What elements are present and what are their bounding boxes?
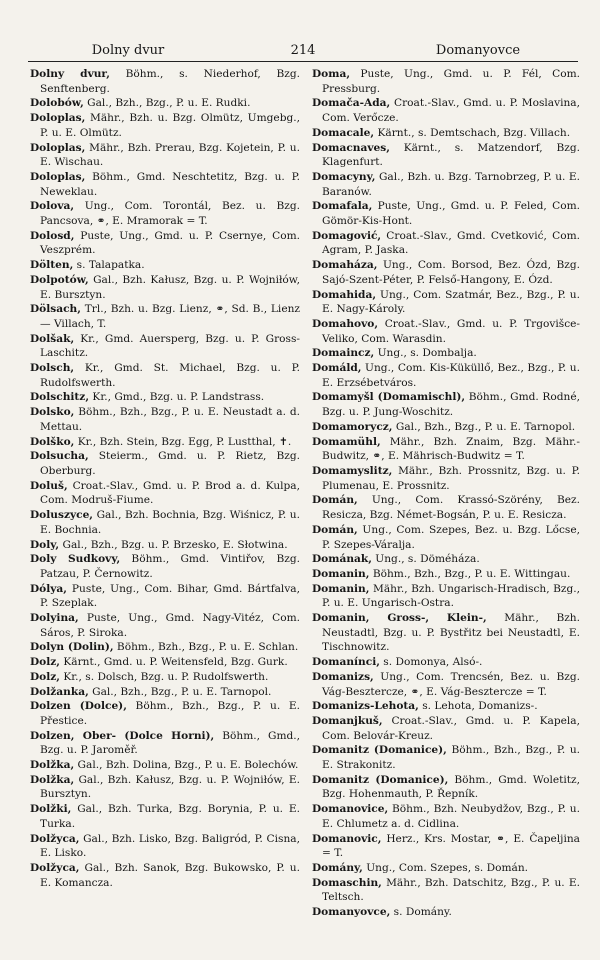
gazetteer-entry — [312, 435, 580, 464]
entry-headword: Domanizs, — [312, 670, 374, 683]
entry-text: s. Talapatka. — [73, 259, 145, 272]
right-column — [312, 67, 580, 920]
entry-headword: Dolžki, — [30, 803, 72, 816]
entry-headword: Dolžyca, — [30, 861, 80, 874]
gazetteer-entry — [30, 96, 300, 111]
entry-text: Herz., Krs. Mostar, ⚭, E. Čapeljina = T. — [322, 832, 580, 860]
entry-text: Böhm., Bzh., Bzg., P. u. E. Wittingau. — [369, 567, 571, 580]
entry-text: Puste, Ung., Gmd. Nagy-Vitéz, Com. Sáros, P. Siroka. — [40, 612, 300, 639]
entry-text: Kärnt., Gmd. u. P. Weitensfeld, Bzg. Gurk. — [59, 656, 288, 669]
gazetteer-entry — [312, 96, 580, 125]
entry-headword: Doloplas, — [30, 170, 86, 183]
entry-text: Ung., Com. Szatmár, Bez., Bzg., P. u. E. Nagy-Károly. — [322, 288, 580, 316]
entry-text: Puste, Ung., Com. Bihar, Gmd. Bártfalva, P. Szeplak. — [40, 582, 300, 610]
entry-text: Ung., Com. Trencsén, Bez. u. Bzg. Vág-Besztercze, ⚭, E. Vág-Besztercze = T. — [322, 670, 580, 698]
entry-text: Böhm., Gmd. Rodné, Bzg. u. P. Jung-Woschitz. — [322, 391, 580, 419]
entry-headword: Doluszyce, — [30, 509, 93, 522]
entry-headword: Domahida, — [312, 288, 377, 301]
gazetteer-entry — [312, 126, 580, 141]
gazetteer-entry — [30, 802, 300, 831]
entry-headword: Domanovic, — [312, 832, 382, 845]
entry-text: Gal., Bzh., Bzg., P. u. E. Rudki. — [83, 97, 251, 110]
gazetteer-entry — [312, 905, 580, 920]
gazetteer-entry — [30, 141, 300, 170]
gazetteer-entry — [30, 655, 300, 670]
gazetteer-entry — [312, 832, 580, 861]
header-left-guide-word: Dolny dvur — [91, 43, 165, 58]
gazetteer-entry — [312, 199, 580, 228]
gazetteer-entry — [30, 640, 300, 655]
entry-text: s. Domány. — [390, 906, 452, 919]
entry-headword: Dolschitz, — [30, 391, 90, 404]
gazetteer-entry — [30, 861, 300, 890]
gazetteer-entry — [30, 699, 300, 728]
entry-text: Böhm., Gmd. Neschtetitz, Bzg. u. P. Neweklau. — [40, 170, 300, 198]
entry-text: Gal., Bzh. Sanok, Bzg. Bukowsko, P. u. E. Komancza. — [40, 861, 300, 889]
entry-text: Ung., Com. Torontál, Bez. u. Bzg. Pancsova, ⚭, E. Mramorak = T. — [40, 200, 300, 228]
entry-headword: Doly, — [30, 538, 60, 551]
gazetteer-entry — [30, 273, 300, 302]
entry-text: Trl., Bzh. u. Bzg. Lienz, ⚭, Sd. B., Lienz — Villach, T. — [40, 303, 300, 330]
entry-headword: Dolžka, — [30, 773, 75, 786]
entry-headword: Dolzen (Dolce), — [30, 700, 127, 713]
gazetteer-entry — [30, 611, 300, 640]
page-number: 214 — [290, 43, 316, 58]
gazetteer-entry — [30, 479, 300, 508]
entry-headword: Domacyny, — [312, 170, 376, 183]
gazetteer-entry — [30, 729, 300, 758]
entry-headword: Domány, — [312, 861, 363, 874]
entry-headword: Doloplas, — [30, 112, 86, 125]
gazetteer-entry — [30, 832, 300, 861]
left-column — [30, 67, 300, 890]
entry-headword: Dolsko, — [30, 406, 75, 419]
entry-text: Gal., Bzh., Bzg., P. u. E. Tarnopol. — [88, 685, 272, 698]
gazetteer-entry — [312, 552, 580, 567]
gazetteer-entry — [312, 714, 580, 743]
gazetteer-entry — [312, 464, 580, 493]
entry-text: Böhm., Bzh., Bzg., P. u. E. Schlan. — [113, 641, 299, 654]
gazetteer-entry — [312, 655, 580, 670]
entry-headword: Doloplas, — [30, 141, 86, 154]
gazetteer-entry — [312, 317, 580, 346]
entry-headword: Domanjkuš, — [312, 714, 383, 727]
entry-text: Croat.-Slav., Gmd. u. P. Trgovišce-Veliko, Com. Warasdin. — [322, 317, 580, 345]
gazetteer-entry — [312, 773, 580, 802]
entry-headword: Dolzen, Ober- (Dolce Horni), — [30, 729, 215, 742]
entry-headword: Domán, — [312, 494, 358, 507]
entry-text: Mähr., Bzh. Prossnitz, Bzg. u. P. Plumenau, E. Prossnitz. — [322, 464, 580, 492]
gazetteer-entry — [312, 67, 580, 96]
entry-text: Kr., Gmd. Auersperg, Bzg. u. P. Gross-Laschitz. — [40, 332, 300, 360]
entry-headword: Domaincz, — [312, 347, 375, 360]
entry-headword: Doma, — [312, 68, 351, 80]
entry-headword: Dolžka, — [30, 759, 75, 772]
entry-text: Ung., Com. Krassó-Szörény, Bez. Resicza, Bzg. Német-Bogsán, P. u. E. Resicza. — [322, 494, 580, 522]
entry-headword: Doluš, — [30, 479, 68, 492]
gazetteer-entry — [30, 449, 300, 478]
entry-text: Böhm., Bzh., Bzg., P. u. E. Neustadt a. d. Mettau. — [40, 406, 300, 433]
entry-headword: Domafala, — [312, 200, 373, 213]
entry-headword: Domán, — [312, 523, 358, 536]
entry-text: Böhm., Gmd. Vintiřov, Bzg. Patzau, P. Černowitz. — [40, 553, 300, 580]
entry-headword: Domamühl, — [312, 435, 381, 448]
entry-text: Gal., Bzh. Dolina, Bzg., P. u. E. Bolechów. — [74, 759, 299, 772]
entry-headword: Dolobów, — [30, 97, 84, 110]
entry-text: Kr., s. Dolsch, Bzg. u. P. Rudolfswerth. — [59, 670, 269, 683]
entry-headword: Dolško, — [30, 435, 75, 448]
entry-headword: Domanin, — [312, 567, 370, 580]
gazetteer-entry — [312, 582, 580, 611]
gazetteer-entry — [30, 199, 300, 228]
entry-headword: Dolpotów, — [30, 273, 89, 286]
entry-text: Böhm., s. Niederhof, Bzg. Senftenberg. — [40, 68, 300, 95]
gazetteer-entry — [30, 758, 300, 773]
gazetteer-entry — [30, 67, 300, 96]
entry-text: Gal., Bzh. Kałusz, Bzg. u. P. Wojniłów, E. Bursztyn. — [40, 773, 300, 801]
gazetteer-entry — [312, 876, 580, 905]
gazetteer-entry — [312, 802, 580, 831]
entry-headword: Domača-Ada, — [312, 97, 391, 110]
entry-text: Kr., Bzh. Stein, Bzg. Egg, P. Lustthal, ✝. — [74, 435, 292, 448]
entry-text: Böhm., Bzh., Bzg., P. u. E. Přestice. — [40, 700, 300, 727]
entry-headword: Dolova, — [30, 200, 75, 213]
entry-text: Kärnt., s. Demtschach, Bzg. Villach. — [374, 126, 571, 139]
gazetteer-entry — [312, 141, 580, 170]
gazetteer-entry — [312, 420, 580, 435]
entry-text: Croat.-Slav., Gmd. u. P. Moslavina, Com. Verőcze. — [322, 97, 580, 125]
gazetteer-entry — [312, 288, 580, 317]
entry-headword: Domamyslitz, — [312, 464, 393, 477]
gazetteer-entry — [30, 332, 300, 361]
entry-headword: Domanizs-Lehota, — [312, 700, 419, 713]
gazetteer-entry — [30, 229, 300, 258]
entry-headword: Domanínci, — [312, 656, 380, 669]
gazetteer-entry — [30, 405, 300, 434]
entry-headword: Domanin, — [312, 582, 370, 595]
entry-headword: Dolny dvur, — [30, 68, 110, 80]
entry-text: Mähr., Bzh. Neustadtl, Bzg. u. P. Bystřitz bei Neustadtl, E. Tischnowitz. — [322, 612, 580, 654]
gazetteer-entry — [30, 773, 300, 802]
entry-text: Kr., Gmd. St. Michael, Bzg. u. P. Rudolfswerth. — [40, 362, 300, 389]
entry-headword: Domanitz (Domanice), — [312, 744, 447, 757]
entry-text: Gal., Bzh. Bochnia, Bzg. Wiśnicz, P. u. E. Bochnia. — [40, 509, 300, 536]
entry-text: Mähr., Bzh. Ungarisch-Hradisch, Bzg., P. u. E. Ungarisch-Ostra. — [322, 582, 580, 610]
entry-text: Ung., s. Dombalja. — [374, 347, 477, 360]
running-header — [28, 38, 578, 58]
entry-text: s. Lehota, Domanizs-. — [418, 700, 538, 713]
entry-headword: Dölten, — [30, 259, 74, 272]
gazetteer-entry — [312, 493, 580, 522]
header-rule — [28, 61, 578, 62]
entry-headword: Domacnaves, — [312, 141, 390, 154]
entry-headword: Dolžyca, — [30, 832, 80, 845]
entry-text: Böhm., Bzh. Neubydžov, Bzg., P. u. E. Chlumetz a. d. Cidlina. — [322, 803, 580, 830]
gazetteer-entry — [30, 538, 300, 553]
gazetteer-entry — [312, 346, 580, 361]
entry-text: Puste, Ung., Gmd. u. P. Csernye, Com. Veszprém. — [40, 229, 300, 257]
entry-headword: Domaháza, — [312, 259, 378, 272]
gazetteer-entry — [312, 670, 580, 699]
entry-headword: Domanin, Gross-, Klein-, — [312, 612, 487, 625]
entry-text: s. Domonya, Alsó-. — [379, 656, 483, 669]
entry-headword: Domahovo, — [312, 317, 379, 330]
gazetteer-entry — [30, 111, 300, 140]
entry-headword: Dolosd, — [30, 229, 75, 242]
entry-text: Böhm., Bzh., Bzg., P. u. E. Strakonitz. — [322, 744, 581, 772]
gazetteer-entry — [312, 523, 580, 552]
entry-text: Gal., Bzh., Bzg., P. u. E. Tarnopol. — [392, 420, 576, 433]
entry-text: Gal., Bzh., Bzg. u. P. Brzesko, E. Słotwina. — [59, 538, 288, 551]
gazetteer-entry — [312, 170, 580, 199]
entry-headword: Doly Sudkovy, — [30, 553, 121, 566]
entry-headword: Dolz, — [30, 656, 60, 669]
entry-headword: Domacale, — [312, 126, 375, 139]
entry-headword: Domagović, — [312, 229, 382, 242]
gazetteer-entry — [30, 582, 300, 611]
entry-headword: Domaschin, — [312, 876, 382, 889]
gazetteer-entry — [30, 552, 300, 581]
gazetteer-entry — [312, 743, 580, 772]
entry-headword: Dolyn (Dolin), — [30, 641, 114, 654]
gazetteer-entry — [312, 390, 580, 419]
entry-headword: Dolz, — [30, 670, 60, 683]
entry-headword: Dolsch, — [30, 362, 75, 375]
gazetteer-entry — [30, 508, 300, 537]
entry-text: Kärnt., s. Matzendorf, Bzg. Klagenfurt. — [322, 141, 580, 169]
gazetteer-entry — [30, 302, 300, 331]
entry-text: Ung., Com. Szepes, Bez. u. Bzg. Lőcse, P. Szepes-Váralja. — [322, 523, 580, 551]
entry-headword: Domanitz (Domanice), — [312, 773, 449, 786]
entry-headword: Domának, — [312, 553, 372, 566]
entry-headword: Domanovice, — [312, 803, 389, 816]
gazetteer-entry — [312, 567, 580, 582]
entry-headword: Dolsucha, — [30, 450, 89, 463]
entry-text: Böhm., Gmd., Bzg. u. P. Jaroměř. — [40, 729, 301, 757]
entry-text: Puste, Ung., Gmd. u. P. Feled, Com. Gömör-Kis-Hont. — [322, 200, 580, 228]
entry-headword: Dólya, — [30, 582, 67, 595]
gazetteer-entry — [30, 361, 300, 390]
entry-text: Gal., Bzh. u. Bzg. Tarnobrzeg, P. u. E. Baranów. — [322, 170, 580, 198]
gazetteer-entry — [30, 670, 300, 685]
entry-text: Mähr., Bzh. Znaim, Bzg. Mähr.-Budwitz, ⚭, E. Mährisch-Budwitz = T. — [322, 435, 580, 463]
entry-headword: Domamyšl (Domamischl), — [312, 391, 466, 404]
entry-text: Ung., s. Döméháza. — [371, 553, 480, 566]
entry-text: Ung., Com. Szepes, s. Domán. — [362, 861, 529, 874]
entry-text: Ung., Com. Borsod, Bez. Ózd, Bzg. Sajó-Szent-Péter, P. Felső-Hangony, E. Ózd. — [322, 259, 580, 286]
entry-text: Mähr., Bzh. u. Bzg. Olmütz, Umgebg., P. u. E. Olmütz. — [40, 112, 300, 139]
entry-text: Kr., Gmd., Bzg. u. P. Landstrass. — [89, 391, 265, 404]
entry-text: Mähr., Bzh. Prerau, Bzg. Kojetein, P. u. E. Wischau. — [40, 141, 300, 169]
gazetteer-entry — [312, 361, 580, 390]
gazetteer-entry — [312, 258, 580, 287]
entry-text: Croat.-Slav., Gmd. u. P. Brod a. d. Kulpa, Com. Modruš-Fiume. — [40, 479, 300, 507]
gazetteer-entry — [30, 390, 300, 405]
entry-text: Puste, Ung., Gmd. u. P. Fél, Com. Pressburg. — [322, 68, 580, 95]
entry-headword: Domanyovce, — [312, 906, 391, 919]
entry-headword: Domamorycz, — [312, 420, 393, 433]
entry-text: Gal., Bzh. Kałusz, Bzg. u. P. Wojniłów, E. Bursztyn. — [40, 273, 300, 301]
gazetteer-entry — [312, 611, 580, 655]
entry-headword: Dölsach, — [30, 303, 81, 316]
entry-text: Croat.-Slav., Gmd. u. P. Kapela, Com. Belovár-Kreuz. — [322, 714, 580, 742]
gazetteer-entry — [30, 435, 300, 450]
entry-text: Ung., Com. Kis-Küküllő, Bez., Bzg., P. u. E. Erzsébetváros. — [322, 362, 580, 389]
entry-headword: Dolšak, — [30, 332, 75, 345]
entry-headword: Dolžanka, — [30, 685, 89, 698]
entry-headword: Dolyina, — [30, 612, 79, 625]
gazetteer-entry — [312, 699, 580, 714]
gazetteer-entry — [312, 229, 580, 258]
gazetteer-entry — [30, 685, 300, 700]
entry-headword: Domáld, — [312, 362, 362, 375]
gazetteer-entry — [30, 170, 300, 199]
entry-text: Böhm., Gmd. Woletitz, Bzg. Hohenmauth, P. Řepník. — [322, 773, 580, 801]
entry-text: Gal., Bzh. Turka, Bzg. Borynia, P. u. E. Turka. — [40, 803, 300, 830]
entry-text: Mähr., Bzh. Datschitz, Bzg., P. u. E. Teltsch. — [322, 876, 580, 904]
entry-text: Gal., Bzh. Lisko, Bzg. Baligród, P. Cisna, E. Lisko. — [40, 832, 300, 860]
gazetteer-entry — [30, 258, 300, 273]
entry-text: Croat.-Slav., Gmd. Cvetković, Com. Agram, P. Jaska. — [322, 229, 580, 257]
header-right-guide-word: Domanyovce — [435, 43, 521, 58]
entry-text: Steierm., Gmd. u. P. Rietz, Bzg. Oberburg. — [40, 450, 300, 477]
gazetteer-entry — [312, 861, 580, 876]
